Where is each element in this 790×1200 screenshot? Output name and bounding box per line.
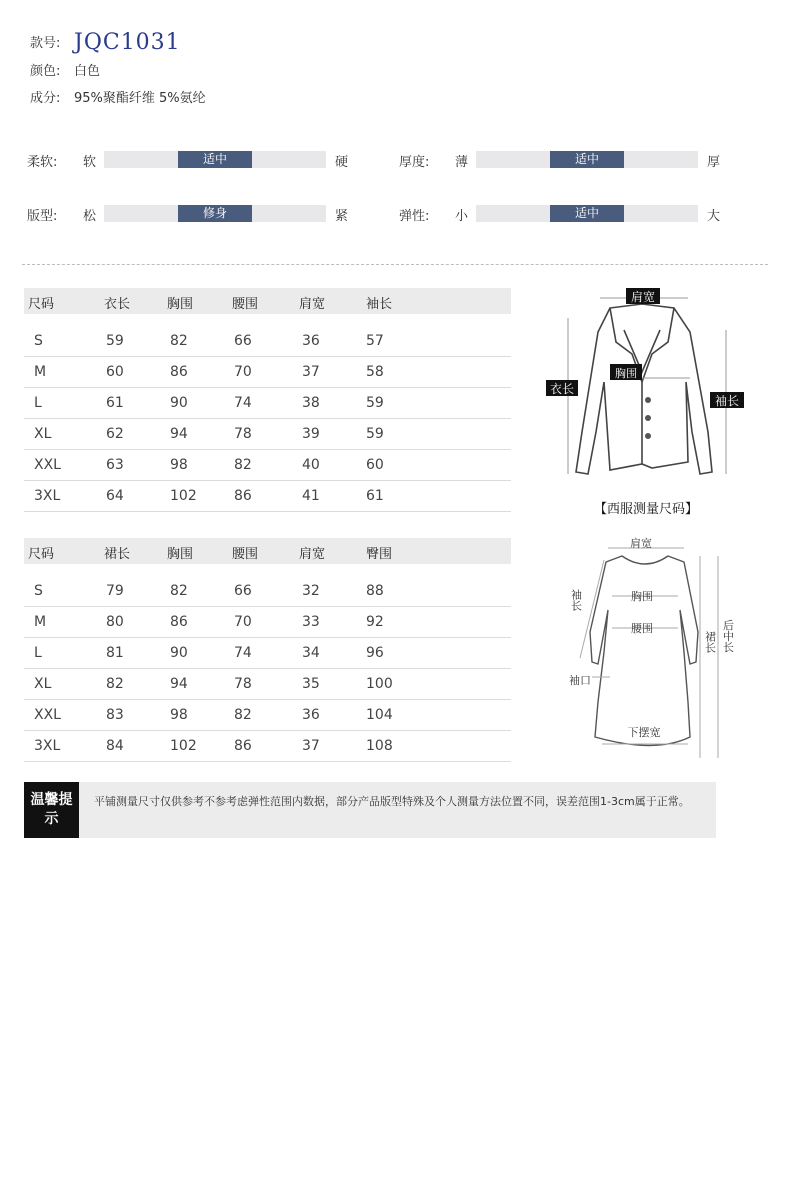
elasticity-value: 适中 [550,205,624,222]
table-cell: 86 [170,614,188,630]
table-cell: 35 [302,676,320,692]
thickness-min: 薄 [455,155,469,170]
table-cell: 59 [366,395,384,411]
dress-size-table [24,538,511,762]
dress-skirt-length-label: 裙长 [703,631,717,653]
material-value: 95%聚酯纤维 5%氨纶 [74,91,206,106]
dress-shoulder-label: 肩宽 [630,537,652,550]
table-cell: 64 [106,488,124,504]
dress-sleeve-label: 袖长 [569,589,583,611]
table-cell: 33 [302,614,320,630]
material-label: 成分: [30,91,61,106]
suit-measure-lines [568,298,726,474]
table-cell: L [34,395,42,411]
table-cell: 57 [366,333,384,349]
elasticity-scale [476,205,698,222]
header-chest: 胸围 [167,297,194,312]
fit-min: 松 [83,209,97,224]
suit-diagram-caption: 【西服测量尺码】 [594,502,699,517]
table-cell: 82 [234,457,252,473]
table-cell: 70 [234,614,252,630]
table-cell: 60 [366,457,384,473]
table-row [24,576,511,607]
table-cell: 38 [302,395,320,411]
blazer-outline-icon [576,304,712,474]
table-cell: 36 [302,333,320,349]
table-cell: S [34,333,43,349]
table-cell: L [34,645,42,661]
header-sleeve: 袖长 [366,297,393,312]
table-cell: 90 [170,395,188,411]
table-cell: 82 [170,583,188,599]
table-cell: 92 [366,614,384,630]
table-cell: 100 [366,676,393,692]
table-cell: 81 [106,645,124,661]
header-skirt-length: 裙长 [104,547,131,562]
table-cell: 80 [106,614,124,630]
header-hip: 臀围 [366,547,393,562]
table-cell: 74 [234,645,252,661]
suit-sleeve-label: 袖长 [714,394,740,408]
table-cell: 79 [106,583,124,599]
dress-table-header [24,538,511,564]
table-cell: S [34,583,43,599]
table-cell: 59 [366,426,384,442]
thickness-value: 适中 [550,151,624,168]
thickness-scale [476,151,698,168]
table-row [24,731,511,762]
color-label: 颜色: [30,64,61,79]
table-cell: 36 [302,707,320,723]
dress-chest-label: 胸围 [631,590,653,603]
table-row [24,700,511,731]
suit-measurement-diagram [540,282,770,492]
header-size: 尺码 [28,297,55,312]
table-cell: 98 [170,457,188,473]
table-cell: 78 [234,426,252,442]
table-cell: 102 [170,488,197,504]
dress-outline-icon [590,556,698,746]
table-cell: 59 [106,333,124,349]
table-cell: 34 [302,645,320,661]
table-cell: 82 [170,333,188,349]
tip-text: 平铺测量尺寸仅供参考不参考虑弹性范围内数据，部分产品版型特殊及个人测量方法位置不同，误差范围1-3cm属于正常。 [94,795,690,808]
table-row [24,450,511,481]
suit-shoulder-label: 肩宽 [630,290,656,304]
table-cell: 98 [170,707,188,723]
table-row [24,638,511,669]
dress-waist-label: 腰围 [631,622,653,635]
header-size: 尺码 [28,547,55,562]
elasticity-max: 大 [707,209,721,224]
fit-scale [104,205,326,222]
color-value: 白色 [74,64,101,79]
table-cell: 82 [234,707,252,723]
suit-length-label: 衣长 [549,382,575,396]
table-cell: 66 [234,333,252,349]
softness-label: 柔软: [27,155,58,170]
table-cell: 83 [106,707,124,723]
table-cell: 74 [234,395,252,411]
softness-scale [104,151,326,168]
table-cell: 40 [302,457,320,473]
table-cell: XXL [34,707,61,723]
table-cell: 61 [106,395,124,411]
dress-back-length-label: 后中长 [721,619,735,653]
table-cell: M [34,614,47,630]
table-cell: 70 [234,364,252,380]
table-cell: 39 [302,426,320,442]
table-cell: 88 [366,583,384,599]
table-cell: 82 [106,676,124,692]
table-row [24,326,511,357]
elasticity-label: 弹性: [399,209,430,224]
table-cell: 62 [106,426,124,442]
table-cell: M [34,364,47,380]
table-cell: 32 [302,583,320,599]
tip-badge: 温馨提示 [24,782,79,838]
table-row [24,357,511,388]
table-cell: 94 [170,426,188,442]
header-length: 衣长 [104,297,131,312]
table-cell: 3XL [34,738,61,754]
table-cell: 66 [234,583,252,599]
table-cell: 86 [170,364,188,380]
header-shoulder: 肩宽 [299,547,326,562]
softness-min: 软 [83,155,97,170]
table-cell: 94 [170,676,188,692]
table-cell: 102 [170,738,197,754]
section-divider [22,264,768,265]
table-cell: 104 [366,707,393,723]
table-row [24,388,511,419]
table-row [24,607,511,638]
dress-hem-label: 下摆宽 [627,726,661,739]
softness-value: 适中 [178,151,252,168]
softness-max: 硬 [335,155,349,170]
suit-table-header [24,288,511,314]
table-cell: 60 [106,364,124,380]
fit-max: 紧 [335,209,349,224]
elasticity-min: 小 [455,209,469,224]
header-waist: 腰围 [232,297,259,312]
header-waist: 腰围 [232,547,259,562]
dress-cuff-label: 袖口 [569,674,591,687]
fit-label: 版型: [27,209,58,224]
table-cell: 86 [234,738,252,754]
style-label: 款号: [30,36,61,51]
header-shoulder: 肩宽 [299,297,326,312]
table-cell: 96 [366,645,384,661]
table-cell: 90 [170,645,188,661]
fit-value: 修身 [178,205,252,222]
table-cell: 108 [366,738,393,754]
style-number: JQC1031 [74,30,181,55]
table-cell: 41 [302,488,320,504]
table-row [24,669,511,700]
table-cell: 84 [106,738,124,754]
table-cell: 61 [366,488,384,504]
suit-chest-label: 胸围 [615,367,637,380]
table-cell: XL [34,426,52,442]
header-chest: 胸围 [167,547,194,562]
table-cell: 63 [106,457,124,473]
table-cell: 86 [234,488,252,504]
table-cell: XL [34,676,52,692]
table-cell: 78 [234,676,252,692]
table-cell: 58 [366,364,384,380]
table-row [24,419,511,450]
button-icons [645,397,651,439]
tip-box [24,782,716,838]
suit-size-table [24,288,511,512]
table-cell: 37 [302,364,320,380]
thickness-label: 厚度: [399,155,430,170]
table-row [24,481,511,512]
table-cell: 3XL [34,488,61,504]
dress-measurement-diagram [560,532,770,770]
table-cell: 37 [302,738,320,754]
thickness-max: 厚 [707,155,721,170]
table-cell: XXL [34,457,61,473]
